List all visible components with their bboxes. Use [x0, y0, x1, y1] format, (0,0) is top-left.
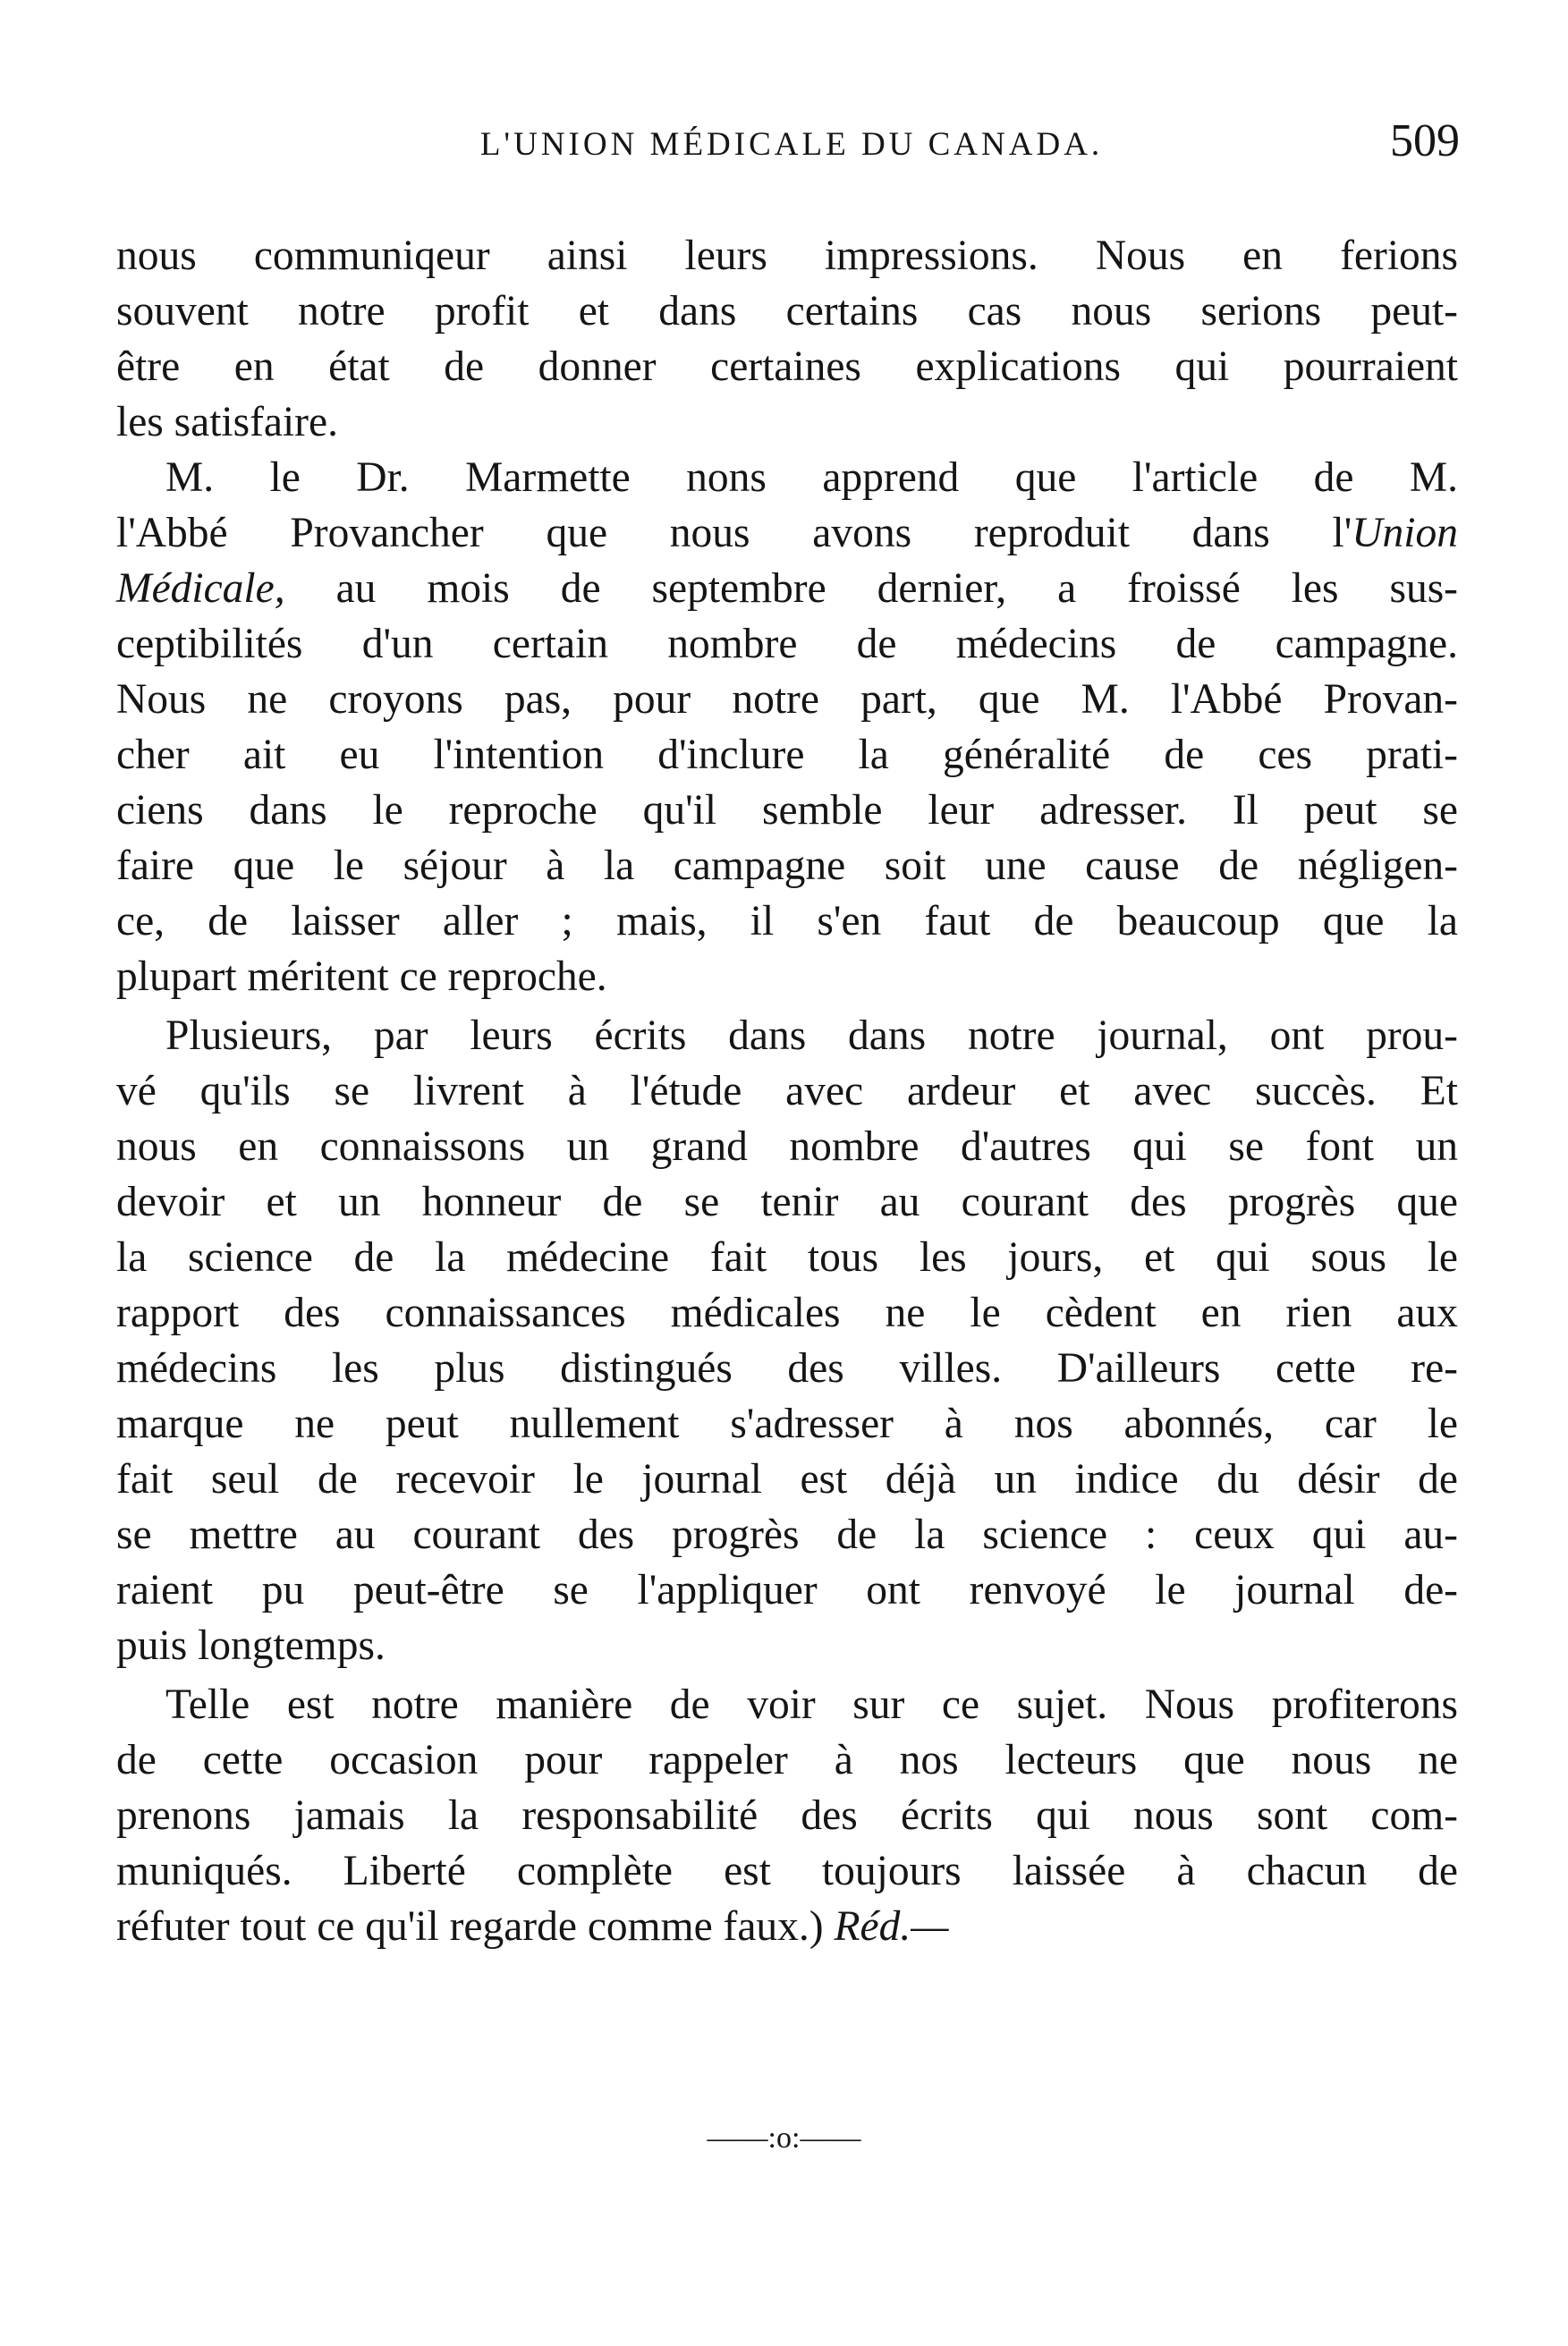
text-line: Telle est notre manière de voir sur ce sujet. Nous profiterons — [165, 1681, 1458, 1728]
text-line: ce, de laisser aller ; mais, il s'en faut de beaucoup que la — [116, 898, 1458, 944]
running-head — [116, 114, 1467, 177]
text-line: ceptibilités d'un certain nombre de médecins de campagne. — [116, 621, 1458, 667]
journal-name-italic: Union — [1352, 510, 1458, 556]
text-line: plupart méritent ce reproche. — [116, 953, 607, 1000]
paragraph-2 — [116, 450, 1458, 1004]
text-fragment: au mois de septembre dernier, a froissé les sus- — [335, 565, 1459, 612]
paragraph-4 — [116, 1677, 1458, 1954]
text-line: puis longtemps. — [116, 1622, 386, 1669]
article-text — [116, 228, 1458, 1954]
text-line: être en état de donner certaines explications qui pourraient — [116, 343, 1458, 390]
text-line: cher ait eu l'intention d'inclure la généralité de ces prati- — [116, 732, 1458, 778]
text-fragment: réfuter tout ce qu'il regarde comme faux.) — [116, 1903, 824, 1950]
journal-name-italic: Médicale, — [116, 565, 285, 612]
text-line: se mettre au courant des progrès de la science : ceux qui au- — [116, 1512, 1458, 1558]
text-line: M. le Dr. Marmette nons apprend que l'article de M. — [165, 454, 1458, 501]
text-line: vé qu'ils se livrent à l'étude avec ardeur et avec succès. Et — [116, 1068, 1458, 1114]
section-end-ornament: ——:o:—— — [707, 2122, 861, 2155]
text-line: ciens dans le reproche qu'il semble leur adresser. Il peut se — [116, 787, 1458, 834]
paragraph-3 — [116, 1008, 1458, 1673]
text-line: raient pu peut-être se l'appliquer ont renvoyé le journal de- — [116, 1567, 1458, 1613]
text-line: marque ne peut nullement s'adresser à nos abonnés, car le — [116, 1401, 1458, 1447]
text-line: faire que le séjour à la campagne soit une cause de négligen- — [116, 843, 1458, 889]
text-line: nous en connaissons un grand nombre d'autres qui se font un — [116, 1123, 1458, 1170]
text-line — [116, 561, 1458, 616]
text-line: Nous ne croyons pas, pour notre part, que M. l'Abbé Provan- — [116, 676, 1458, 723]
page-number: 509 — [1390, 115, 1460, 166]
text-line: Plusieurs, par leurs écrits dans dans notre journal, ont prou- — [165, 1012, 1458, 1059]
text-line: souvent notre profit et dans certains cas nous serions peut- — [116, 288, 1458, 335]
editor-signature: Réd.— — [834, 1903, 949, 1950]
text-line: devoir et un honneur de se tenir au courant des progrès que — [116, 1179, 1458, 1225]
text-line — [116, 1899, 1458, 1954]
journal-title: L'UNION MÉDICALE DU CANADA. — [479, 126, 1104, 163]
text-line: la science de la médecine fait tous les jours, et qui sous le — [116, 1234, 1458, 1281]
paragraph-1 — [116, 228, 1458, 450]
text-fragment: l'Abbé Provancher que nous avons reproduit dans l' — [116, 510, 1352, 556]
text-line: prenons jamais la responsabilité des écrits qui nous sont com- — [116, 1792, 1458, 1839]
text-line: fait seul de recevoir le journal est déjà un indice du désir de — [116, 1456, 1458, 1503]
text-line: de cette occasion pour rappeler à nos lecteurs que nous ne — [116, 1737, 1458, 1783]
text-line: nous communiqeur ainsi leurs impressions. Nous en ferions — [116, 233, 1458, 279]
text-line: muniqués. Liberté complète est toujours laissée à chacun de — [116, 1848, 1458, 1894]
text-line: médecins les plus distingués des villes. D'ailleurs cette re- — [116, 1345, 1458, 1392]
text-line: les satisfaire. — [116, 399, 338, 445]
text-line: rapport des connaissances médicales ne le cèdent en rien aux — [116, 1290, 1458, 1336]
text-line — [116, 505, 1458, 561]
